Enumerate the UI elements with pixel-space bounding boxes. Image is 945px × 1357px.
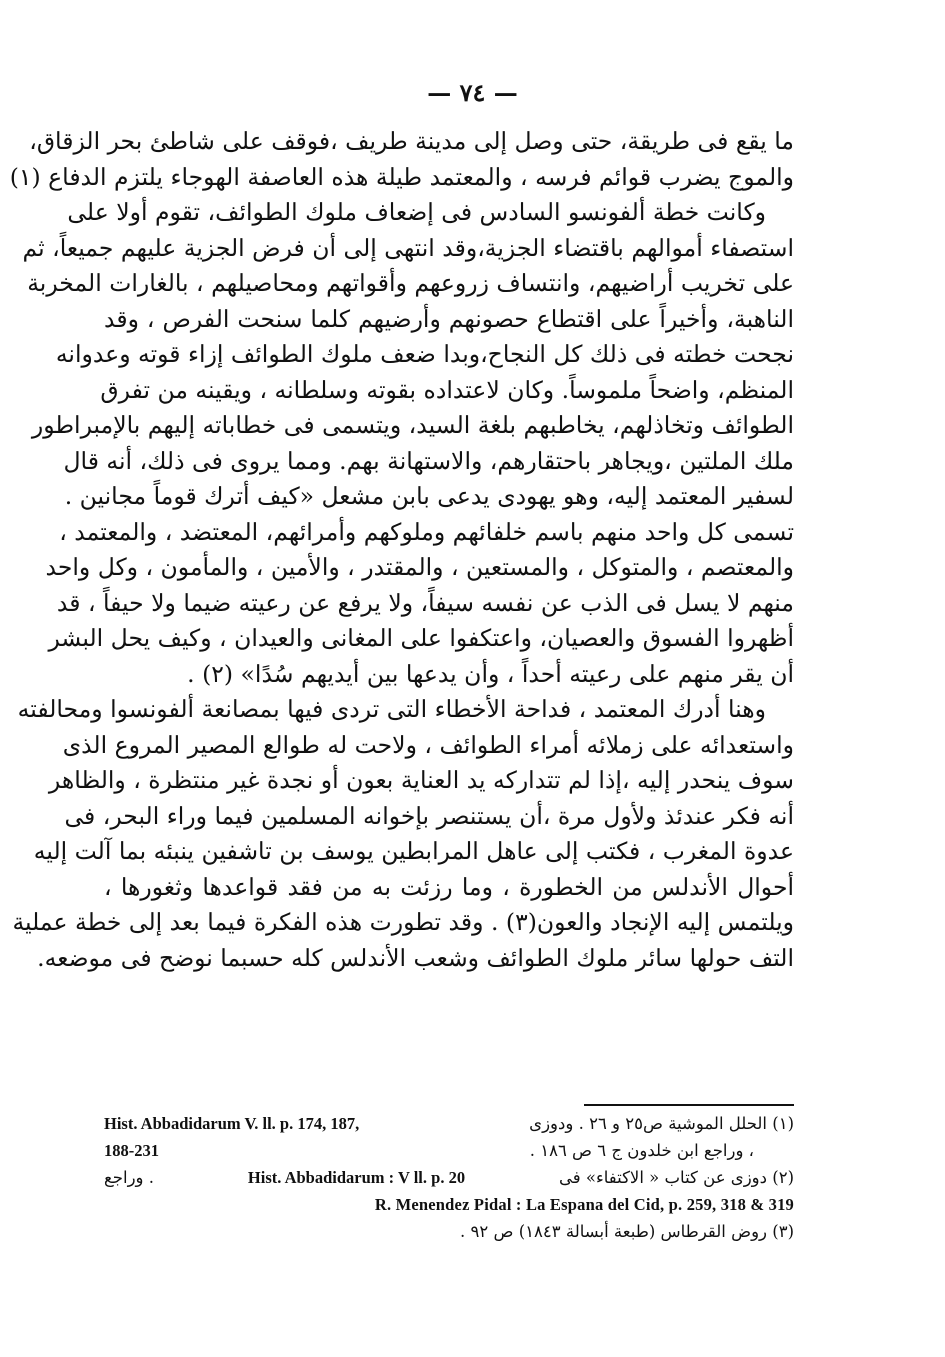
text-line: نجحت خطته فى ذلك كل النجاح،وبدا ضعف ملوك الطوائف إزاء قوته وعدوانه (55, 340, 794, 368)
footnote-1-line2-latin: 188-231 (104, 1141, 159, 1160)
text-line: على تخريب أراضيهم، وانتساف زروعهم وأقواتهم ومحاصيلهم ، بالغارات المخربة (27, 269, 794, 297)
text-line: واستعدائه على زملائه أمراء الطوائف ، ولاحت له طوالع المصير المروع الذى (62, 730, 794, 759)
text-line: أن يقر منهم على رعيته أحداً ، وأن يدعها بين أيديهم سُدًا» (٢) . (187, 659, 794, 688)
text-line: أنه فكر عندئذ ولأول مرة ،أن يستنصر بإخوانه المسلمين فيما وراء البحر، فى (64, 801, 794, 830)
footnote-1-continued (104, 1137, 794, 1164)
paragraph-3 (12, 692, 794, 976)
page-number: — ٧٤ — (427, 78, 518, 107)
text-line: استصفاء أموالهم باقتضاء الجزية،وقد انتهى إلى أن فرض الجزية عليهم جميعاً، ثم (22, 233, 794, 262)
text-line: أظهروا الفسوق والعصيان، واعتكفوا على المغانى والعيدان ، وكيف يحل البشر (48, 624, 794, 652)
text-line: الطوائف وتخاذلهم، يخاطبهم بلغة السيد، ويتسمى فى خطاباته إليهم بالإمبراطور (31, 411, 794, 439)
footnote-1 (104, 1110, 794, 1137)
footnote-3: (٣) روض القرطاس (طبعة أبسالة ١٨٤٣) ص ٩٢ . (460, 1222, 794, 1241)
footnote-2-arabic-end: . وراجع (104, 1168, 154, 1187)
footnote-1-latin: Hist. Abbadidarum V. ll. p. 174, 187, (104, 1114, 360, 1133)
footnote-2-reference: R. Menendez Pidal : La Espana del Cid, p. 259, 318 & 319 (374, 1195, 794, 1214)
text-line: وهنا أدرك المعتمد ، فداحة الأخطاء التى تردى فيها بمصانعة ألفونسوا ومحالفته (17, 695, 766, 723)
text-line: أحوال الأندلس من الخطورة ، وما رزئت به من فقد قواعدها وثغورها ، (104, 872, 794, 901)
text-line: والموج يضرب قوائم فرسه ، والمعتمد طيلة هذه العاصفة الهوجاء يلتزم الدفاع (١) (9, 162, 794, 191)
text-line: لسفير المعتمد إليه، وهو يهودى يدعى بابن مشعل «كيف أترك قوماً مجانين . (64, 482, 794, 510)
footnotes (104, 1110, 794, 1245)
footnote-divider (584, 1104, 794, 1106)
footnote-2-latin: Hist. Abbadidarum : V ll. p. 20 (247, 1168, 466, 1187)
text-line: ويلتمس إليه الإنجاد والعون(٣) . وقد تطورت هذه الفكرة فيما بعد إلى خطة عملية (12, 908, 794, 936)
body-text (9, 124, 794, 976)
footnote-2 (104, 1164, 794, 1191)
text-line: سوف ينحدر إليه ،إذا لم تتداركه يد العناية بعون أو نجدة غير منتظرة ، والظاهر (48, 766, 794, 794)
text-line: التف حولها سائر ملوك الطوائف وشعب الأندلس كله حسبما نوضح فى موضعه. (37, 943, 794, 972)
footnote-2-arabic: (٢) دوزى عن كتاب « الاكتفاء» فى (558, 1168, 794, 1187)
text-line: الناهبة، وأخيراً على اقتطاع حصونهم وأرضيهم كلما سنحت الفرص ، وقد (104, 304, 794, 333)
footnote-1-line2-arabic: ، وراجع ابن خلدون ج ٦ ص ١٨٦ . (529, 1141, 754, 1160)
paragraph-2 (22, 195, 794, 692)
text-line: المنظم، واضحاً ملموساً. وكان لاعتداده بقوته وسلطانه ، ويقينه من تفرق (100, 375, 794, 404)
text-line: ما يقع فى طريقة، حتى وصل إلى مدينة طريف ،فوقف على شاطئ بحر الزقاق، (29, 127, 794, 155)
text-line: تسمى كل واحد منهم باسم خلفائهم وملوكهم وأمرائهم، المعتضد ، والمعتمد ، (59, 517, 794, 546)
paragraph-1 (9, 124, 794, 195)
text-line: منهم لا يسل فى الذب عن نفسه سيفاً، ولا يرفع عن رعيته ضيما ولا حيفاً ، قد (56, 588, 794, 617)
text-line: والمعتصم ، والمتوكل ، والمستعين ، والمقتدر ، والأمين ، والمأمون ، وكل واحد (45, 553, 794, 581)
text-line: وكانت خطة ألفونسو السادس فى إضعاف ملوك الطوائف، تقوم أولا على (67, 198, 766, 226)
text-line: ملك الملتين ،ويجاهر باحتقارهم، والاستهانة بهم. ومما يروى فى ذلك، أنه قال (63, 446, 794, 475)
text-line: عدوة المغرب ، فكتب إلى عاهل المرابطين يوسف بن تاشفين ينبئه بما آلت إليه (33, 837, 794, 865)
footnote-1-arabic: (١) الحلل الموشية ص٢٥ و ٢٦ . ودوزى (529, 1114, 794, 1133)
